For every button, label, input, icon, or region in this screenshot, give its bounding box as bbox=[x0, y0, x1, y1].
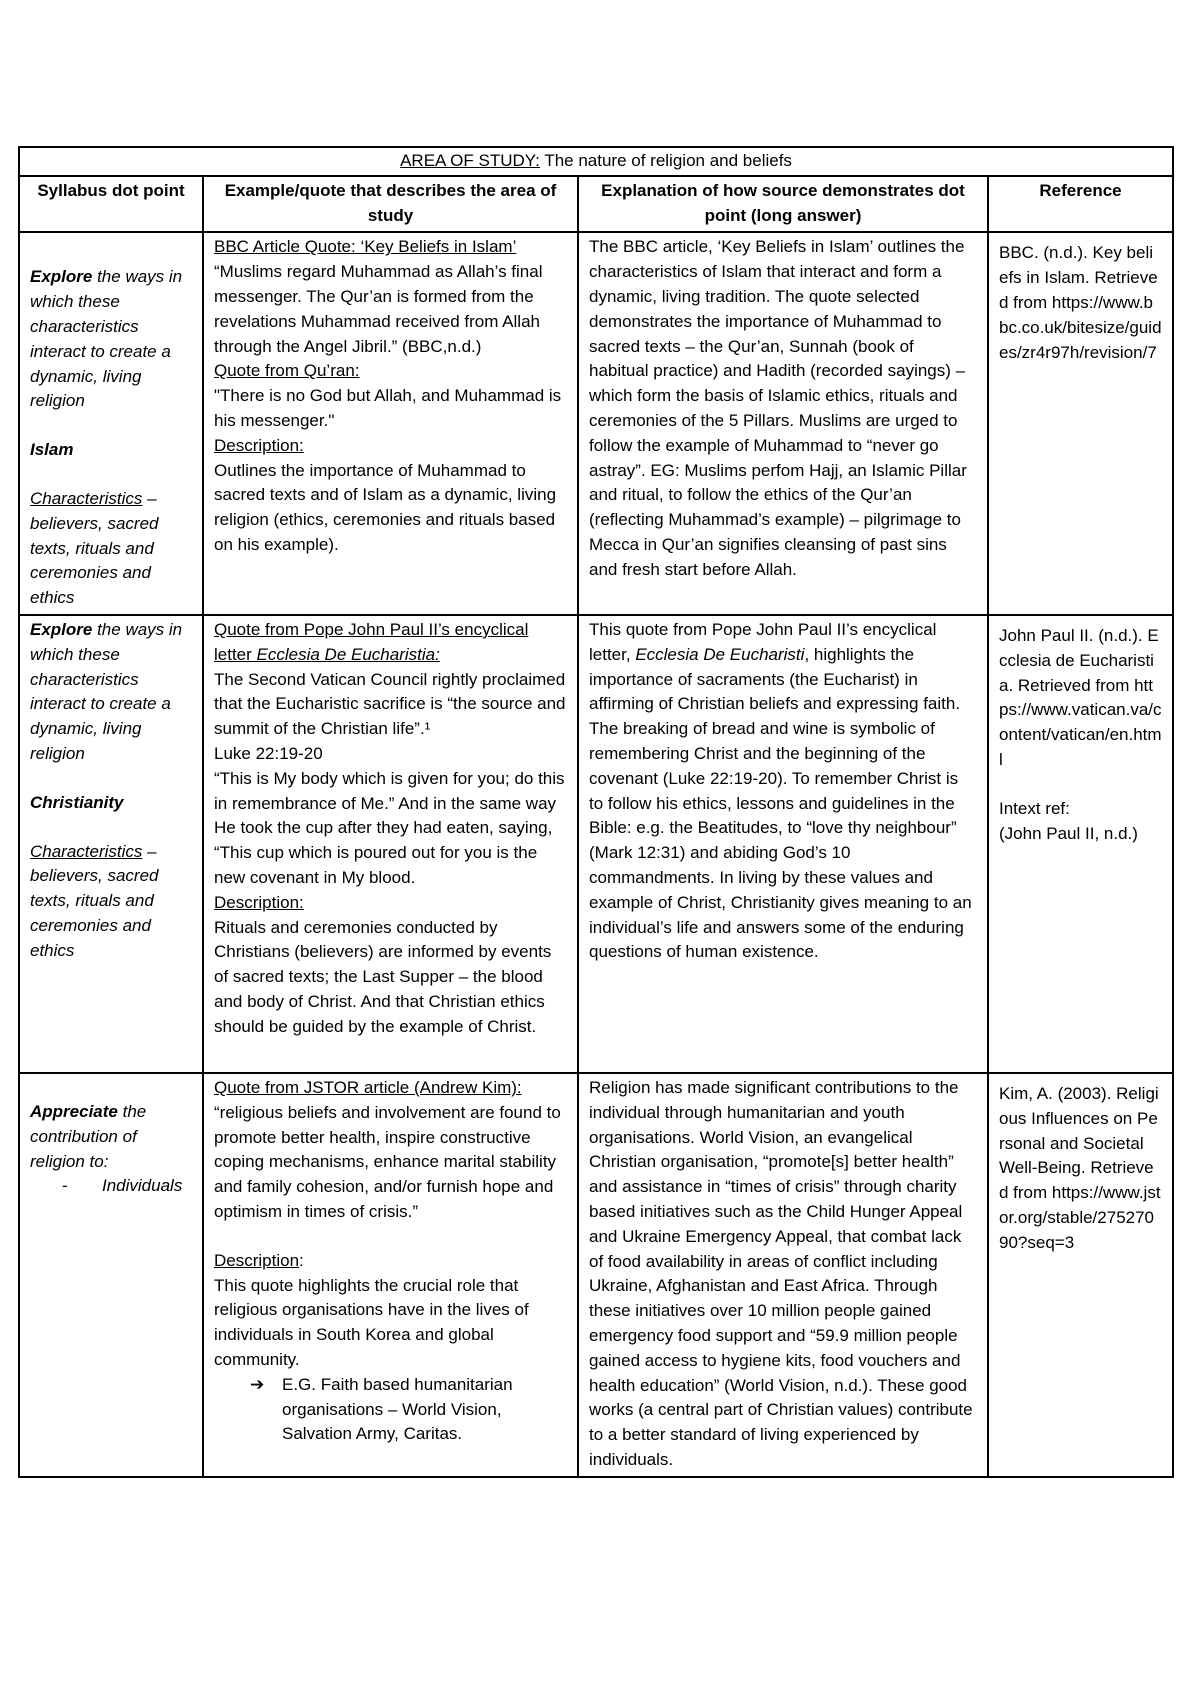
quote-text: “This is My body which is given for you; do this in remembrance of Me.” And in the same way He took the cup after they had eaten, saying, “This cup which is poured out for you is the new covenant in My blood. bbox=[214, 768, 565, 887]
reference-cell bbox=[988, 1073, 1173, 1477]
bible-reference: Luke 22:19-20 bbox=[214, 743, 323, 763]
intext-label: Intext ref: bbox=[999, 798, 1070, 818]
reference-cell bbox=[988, 232, 1173, 615]
quote-heading: Quote from Qu’ran: bbox=[214, 361, 360, 381]
religion-label: Christianity bbox=[30, 792, 124, 812]
header-reference: Reference bbox=[988, 176, 1173, 233]
quote-heading: BBC Article Quote: ‘Key Beliefs in Islam’ bbox=[214, 237, 517, 257]
description-text: This quote highlights the crucial role that religious organisations have in the lives of individuals in South Korea and global community. bbox=[214, 1275, 529, 1369]
area-of-study-title: AREA OF STUDY: The nature of religion and beliefs bbox=[19, 147, 1173, 176]
arrow-right-icon: ➔ bbox=[250, 1374, 265, 1394]
description-heading: Description: bbox=[214, 892, 304, 912]
syllabus-cell: Explore the ways in which these characteristics interact to create a dynamic, living religion Islam Characteristics – believers, sacred texts, rituals and ceremonies and ethics bbox=[19, 232, 203, 615]
table-row-islam bbox=[19, 232, 1173, 615]
quote-text: The Second Vatican Council rightly proclaimed that the Eucharistic sacrifice is “the source and summit of the Christian life”.¹ bbox=[214, 669, 566, 739]
quote-cell bbox=[203, 232, 578, 615]
reference-text: BBC. (n.d.). Key beliefs in Islam. Retrieved from https://www.bbc.co.uk/bitesize/guides/zr4r97h/revision/7 bbox=[999, 243, 1162, 362]
description-text: Rituals and ceremonies conducted by Christians (believers) are informed by events of sacred texts; the Last Supper – the blood and body of Christ. And that Christian ethics should be guided by the example of Christ. bbox=[214, 917, 552, 1036]
header-row bbox=[19, 176, 1173, 233]
explanation-cell: The BBC article, ‘Key Beliefs in Islam’ outlines the characteristics of Islam that interact and form a dynamic, living tradition. The quote selected demonstrates the importance of Muhammad to sacred texts – the Qur’an, Sunnah (book of habitual practice) and Hadith (recorded sayings) – which form the basis of Islamic ethics, rituals and ceremonies of the 5 Pillars. Muslims are urged to follow the example of Muhammad to “never go astray”. EG: Muslims perfom Hajj, an Islamic Pillar and ritual, to follow the ethics of the Qur’an (reflecting Muhammad’s example) – pilgrimage to Mecca in Qur’an signifies cleansing of past sins and fresh start before Allah. bbox=[578, 232, 988, 615]
syllabus-cell: Explore the ways in which these characteristics interact to create a dynamic, living religion Christianity Characteristics – believers, sacred texts, rituals and ceremonies and ethics bbox=[19, 615, 203, 1073]
description-heading: Description: bbox=[214, 435, 304, 455]
quote-text: “religious beliefs and involvement are found to promote better health, inspire constructive coping mechanisms, enhance marital stability and family cohesion, and/or furnish hope and optimism in times of crisis.” bbox=[214, 1102, 561, 1221]
study-table bbox=[18, 146, 1174, 1478]
list-item: - Individuals bbox=[62, 1176, 183, 1196]
document-page bbox=[18, 146, 1172, 1478]
explanation-cell: Religion has made significant contributions to the individual through humanitarian and youth organisations. World Vision, an evangelical Christian organisation, “promote[s] better health” and assistance in “times of crisis” through charity based initiatives such as the Child Hunger Appeal and Ukraine Emergency Appeal, that combat lack of food availability in areas of conflict including Ukraine, Afghanistan and East Africa. Through these initiatives over 10 million people gained emergency food support and “59.9 million people gained access to hygiene kits, food vouchers and health education” (World Vision, n.d.). These good works (a central part of Christian values) contribute to a better standard of living experienced by individuals. bbox=[578, 1073, 988, 1477]
quote-cell bbox=[203, 615, 578, 1073]
quote-text: “Muslims regard Muhammad as Allah’s final messenger. The Qur’an is formed from the revelations Muhammad received from Allah through the Angel Jibril.” (BBC,n.d.) bbox=[214, 262, 543, 356]
description-heading: Description: bbox=[214, 1250, 304, 1270]
quote-cell bbox=[203, 1073, 578, 1477]
reference-text: John Paul II. (n.d.). Ecclesia de Eucharistia. Retrieved from https://www.vatican.va/content/vatican/en.html bbox=[999, 625, 1162, 769]
quote-heading: Quote from Pope John Paul II’s encyclical letter Ecclesia De Eucharistia: bbox=[214, 619, 529, 664]
table-row-christianity bbox=[19, 615, 1173, 1073]
header-explanation: Explanation of how source demonstrates dot point (long answer) bbox=[578, 176, 988, 233]
title-row bbox=[19, 147, 1173, 176]
quote-text: "There is no God but Allah, and Muhammad is his messenger." bbox=[214, 386, 562, 430]
header-syllabus: Syllabus dot point bbox=[19, 176, 203, 233]
table-row-individuals bbox=[19, 1073, 1173, 1477]
list-item: ➔ E.G. Faith based humanitarian organisations – World Vision, Salvation Army, Caritas. bbox=[214, 1373, 567, 1447]
intext-value: (John Paul II, n.d.) bbox=[999, 823, 1138, 843]
header-example: Example/quote that describes the area of study bbox=[203, 176, 578, 233]
religion-label: Islam bbox=[30, 440, 74, 460]
quote-heading: Quote from JSTOR article (Andrew Kim): bbox=[214, 1077, 522, 1097]
explanation-cell: This quote from Pope John Paul II’s encyclical letter, Ecclesia De Eucharisti, highlights the importance of sacraments (the Eucharist) in affirming of Christian beliefs and expressing faith. The breaking of bread and wine is symbolic of remembering Christ and the beginning of the covenant (Luke 22:19-20). To remember Christ is to follow his ethics, lessons and guidelines in the Bible: e.g. the Beatitudes, to “love thy neighbour” (Mark 12:31) and abiding God’s 10 commandments. In living by these values and example of Christ, Christianity gives meaning to an individual’s life and answers some of the enduring questions of human existence. bbox=[578, 615, 988, 1073]
reference-cell bbox=[988, 615, 1173, 1073]
description-text: Outlines the importance of Muhammad to sacred texts and of Islam as a dynamic, living religion (ethics, ceremonies and rituals based on his example). bbox=[214, 460, 557, 554]
syllabus-cell: Appreciate the contribution of religion to: - Individuals bbox=[19, 1073, 203, 1477]
reference-text: Kim, A. (2003). Religious Influences on Personal and Societal Well-Being. Retrieved from https://www.jstor.org/stable/27527090?seq=3 bbox=[999, 1083, 1161, 1252]
